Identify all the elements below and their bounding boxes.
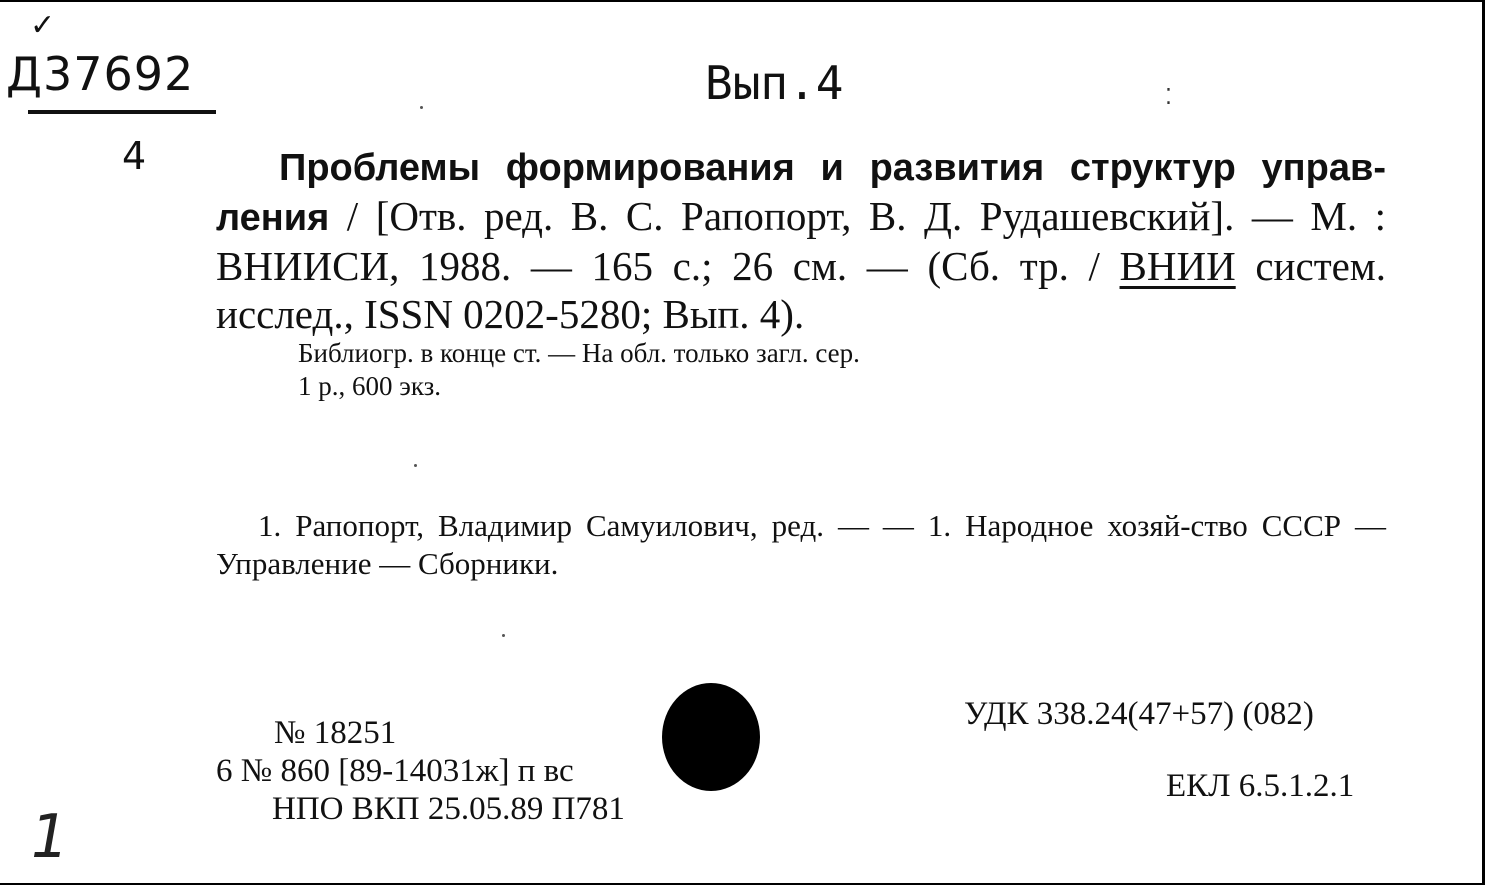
speck-mark: ⁚ xyxy=(1165,84,1172,109)
shelfmark-sub: 4 xyxy=(122,134,147,178)
shelfmark-underline xyxy=(28,110,216,114)
print-number: № 18251 xyxy=(274,715,397,751)
entry-series-publisher: ВНИИ xyxy=(1119,243,1236,289)
print-info xyxy=(216,714,625,828)
note-bibliography: Библиогр. в конце ст. — На обл. только загл. сер. xyxy=(298,338,860,368)
speck xyxy=(414,464,417,467)
entry-series: систем. исслед., ISSN 0202-5280; Вып. 4). xyxy=(216,243,1387,337)
print-producer: НПО ВКП 25.05.89 П781 xyxy=(272,791,625,827)
note-price-copies: 1 р., 600 экз. xyxy=(298,371,442,401)
speck xyxy=(420,106,423,109)
print-order: 6 № 860 [89-14031ж] п вс xyxy=(216,753,574,789)
bibliographic-entry xyxy=(216,142,1386,338)
punch-hole xyxy=(662,683,760,791)
notes-block xyxy=(298,337,860,403)
udk-code: УДК 338.24(47+57) (082) xyxy=(964,696,1314,732)
ekl-code: ЕКЛ 6.5.1.2.1 xyxy=(1166,768,1355,804)
entry-description: / [Отв. ред. В. С. Рапопорт, В. Д. Рудашевский]. — М. : ВНИИСИ, 1988. — 165 с.; 26 см. — (Сб. тр. / xyxy=(216,193,1386,289)
speck xyxy=(502,634,505,637)
check-mark: ✓ xyxy=(30,8,56,43)
entry-title: Проблемы формирования и развития структур управ-ления xyxy=(216,147,1386,239)
tracings: 1. Рапопорт, Владимир Самуилович, ред. — — 1. Народное хозяй-ство СССР — Управление — Сборники. xyxy=(216,508,1386,581)
volume-label: Вып.4 xyxy=(705,56,844,110)
shelfmark-code: Д37692 xyxy=(6,47,195,101)
handwritten-mark: 1 xyxy=(23,802,75,872)
